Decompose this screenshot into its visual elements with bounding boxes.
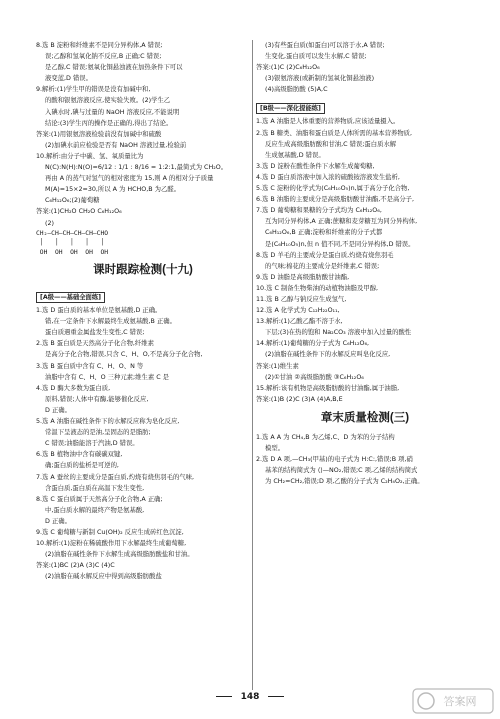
text-line: 8.选 C 蛋白质属于天然高分子化合物,A 正确; xyxy=(36,495,163,503)
left-column xyxy=(36,40,250,690)
footer-dash-right xyxy=(268,696,284,697)
right-column xyxy=(256,40,474,690)
footer-dash-left xyxy=(216,696,232,697)
text-line: (3)银氨溶液(或新制的氢氧化铜悬浊液) xyxy=(265,75,375,83)
text-line: 模型。 xyxy=(265,445,285,452)
text-line: 1.选 A 油脂是人体重要的营养物质,应该适量摄入。 xyxy=(256,118,400,126)
text-line: 错,在一定条件下水解最终生成氨基酸,B 正确。 xyxy=(45,318,176,326)
text-line: (2)油脂在碱水解反应中得到高级脂肪酸盐 xyxy=(45,573,162,581)
section-title-chapter-3: 章末质量检测(三) xyxy=(320,411,410,424)
text-line: 9.选 C 葡萄糖与新制 Cu(OH)₂ 反应生成砖红色沉淀, xyxy=(36,528,184,536)
text-line: 确;蛋白质的盐析是可逆的, xyxy=(45,462,119,470)
text-line: D 正确。 xyxy=(45,406,71,414)
text-line: 2.选 B 蛋白质是天然高分子化合物,纤维素 xyxy=(36,340,154,348)
text-line: (2)加碘水前应检验是否有 NaOH 溶液过量,检验前 xyxy=(45,141,187,149)
text-line: 油脂中含有 C、H、O 三种元素;维生素 C 是 xyxy=(45,373,169,381)
text-line: 原料,错误;人体中有酶,能够催化反应, xyxy=(45,395,149,403)
text-line: 结论:(3)学生丙的操作是正确的,得出了结论。 xyxy=(45,119,173,127)
text-line: (2) xyxy=(45,219,54,227)
text-line: 15.解析:该有机物是高级脂肪酸的甘油酯,属于油脂, xyxy=(256,384,400,392)
grade-b-label: [B级——深化提能练] xyxy=(256,103,325,114)
grade-a-label: [A级——基础全面练] xyxy=(36,292,105,303)
text-line: 是(C₆H₁₀O₅)n,但 n 值不同,不是同分异构体,D 错误。 xyxy=(265,240,415,248)
text-line: 3.选 B 蛋白质中含有 C、H、O、N 等 xyxy=(36,362,144,370)
left-bottom-block xyxy=(36,305,250,582)
text-line: 6.选 B 植物油中含有碳碳双键, xyxy=(36,451,123,459)
text-line: 是高分子化合物,错误,只含 C、H、O,不是高分子化合物, xyxy=(45,351,203,359)
text-line: (2)①甘油 ②高级脂肪酸 ③C₆H₁₂O₆ xyxy=(265,373,364,381)
text-line: 9.解析:(1)学生甲的错误是没有加碱中和, xyxy=(36,86,151,94)
text-line: 的气味;棉花的主要成分是纤维素,C 错误; xyxy=(265,262,380,270)
text-line: 误;乙醇和氢氧化钠不反应,B 正确;C 错误; xyxy=(45,53,162,61)
text-line: 生变化,蛋白质可以发生水解,C 错误; xyxy=(265,53,367,61)
text-line: 中,蛋白质水解的最终产物是氨基酸, xyxy=(45,506,145,514)
text-line: C 错误;油脂能溶于汽油,D 错误。 xyxy=(45,440,139,448)
text-line: 7.选 D 葡萄糖和果糖的分子式均为 C₆H₁₂O₆, xyxy=(256,207,382,215)
column-divider xyxy=(252,40,253,690)
text-line: 1.选 A A 为 CH₄,B 为乙烯,C、D 为苯的分子结构 xyxy=(256,433,395,441)
section-title-19: 课时跟踪检测(十九) xyxy=(93,264,193,277)
text-line: 4.选 D 蛋白质溶液中加入浓的硫酸铵溶液发生盐析, xyxy=(256,173,400,181)
watermark-stamp xyxy=(412,687,494,715)
text-line: 14.解析:(1)葡萄糖的分子式为 C₆H₁₂O₆, xyxy=(256,340,370,348)
text-line: 10.解析:(1)淀粉在稀硫酸作用下水解最终生成葡萄糖, xyxy=(36,540,187,548)
text-line: (2)油脂在碱性条件下的水解反应叫皂化反应, xyxy=(265,351,391,359)
text-line: 下层;(3)在热的饱和 Na₂CO₃ 溶液中加入过量的酸性 xyxy=(265,329,412,337)
text-line: 10.解析:由分子中碳、氢、氧质量比为 xyxy=(36,152,144,160)
text-line: 反应生成高级脂肪酸和甘油,C 错误;蛋白质水解 xyxy=(265,140,397,148)
text-line: 5.选 A 油脂在碱性条件下的水解反应称为皂化反应, xyxy=(36,418,180,426)
text-line: 答案:(1)B (2)C (3)A (4)A,B,E xyxy=(256,395,343,403)
text-line: 再由 A 的蒸气对氢气的相对密度为 15,则 A 的相对分子质量 xyxy=(45,175,214,183)
right-bottom-block xyxy=(256,432,474,487)
text-line: 为 CH₂=CH₂,错误;D 项,乙酸的分子式为 C₂H₄O₂,正确。 xyxy=(265,478,424,486)
right-top-block xyxy=(256,40,474,95)
text-line: 的酸和银氨溶液反应,使实验失败。(2)学生乙 xyxy=(45,97,171,105)
right-mid-block xyxy=(256,116,474,404)
text-line: 答案:(1)CH₂O CH₂O C₆H₁₂O₆ xyxy=(36,208,122,216)
text-line: 答案:(1)用银氨溶液检验前没有加碱中和硫酸 xyxy=(36,130,162,138)
glucose-structural-formula: CH₂—CH—CH—CH—CH—CHO │ │ │ │ │ OH OH OH OH OH xyxy=(36,229,109,256)
text-line: 10.选 C 制备生物柴油的动植物油脂及甲醇, xyxy=(256,284,379,292)
text-line: (3)有些蛋白质(如蛋白)可以溶于水,A 错误; xyxy=(265,42,385,49)
text-line: 答案:(1)维生素 xyxy=(256,362,299,370)
text-line: 4.选 D 酶大多数为蛋白质, xyxy=(36,384,111,392)
svg-text:答案网: 答案网 xyxy=(443,695,477,708)
text-line: C₆H₁₂O₆;(2)葡萄糖 xyxy=(45,197,100,205)
text-line: 1.选 D 蛋白质的基本单位是氨基酸,D 正确。 xyxy=(36,307,162,315)
text-line: 11.选 B 乙醇与钠反应生成氢气, xyxy=(256,295,347,303)
text-line: 生成氨基酸,D 错误。 xyxy=(265,151,325,159)
text-line: 3.选 D 淀粉在酸性条件下水解生成葡萄糖, xyxy=(256,162,375,170)
text-line: 互为同分异构体,A 正确;蔗糖和麦芽糖互为同分异构体, xyxy=(265,218,418,226)
left-top-block xyxy=(36,40,250,229)
text-line: 7.选 A 蚕丝的主要成分是蛋白质,灼烧有烧焦羽毛的气味, xyxy=(36,473,195,481)
text-line: 2.选 D A 项,—CH₃(甲基)的电子式为 H:C:,错误;B 项,硝 xyxy=(256,456,413,464)
text-line: C₆H₁₂O₆,B 正确;淀粉和纤维素的分子式都 xyxy=(265,229,383,237)
text-line: (4)高级脂肪酸 (5)A,C xyxy=(265,86,328,94)
text-line: 常温下呈液态的是油,呈固态的是脂肪; xyxy=(45,429,151,437)
text-line: 6.选 B 油脂的主要成分是高级脂肪酸甘油酯,不是高分子, xyxy=(256,196,415,204)
text-line: 是乙醇,C 错误;氨氧化铜悬浊液在加热条件下可以 xyxy=(45,64,183,72)
text-line: 9.选 D 油脂是高级脂肪酸甘油酯, xyxy=(256,273,350,281)
text-line: 入碘水时,碘与过量的 NaOH 溶液反应,不能说明 xyxy=(45,108,180,116)
text-line: N(C):N(H):N(O)=6/12 : 1/1 : 8/16 = 1:2:1,最简式为 CH₂O。 xyxy=(45,164,228,172)
page-number: 148 xyxy=(240,692,260,702)
text-line: 答案:(1)C (2)C₆H₁₂O₆ xyxy=(256,64,320,72)
text-line: 12.选 A 化学式为 C₁₂H₂₂O₁₁, xyxy=(256,307,340,315)
text-line: (2)油脂在碱性条件下水解生成高级脂肪酸盐和甘油。 xyxy=(45,551,194,559)
text-line: 8.选 D 羊毛的主要成分是蛋白质,灼烧有烧焦羽毛 xyxy=(256,251,394,259)
text-line: 2.选 B 糖类、油脂和蛋白质是人体所需的基本营养物质, xyxy=(256,129,413,137)
text-line: 8.选 B 淀粉和纤维素不是同分异构体,A 错误; xyxy=(36,42,163,49)
text-line: 基苯的结构简式为 ⟨⟩—NO₂,错误;C 项,乙烯的结构简式 xyxy=(265,467,418,475)
text-line: M(A)=15×2=30,所以 A 为 HCHO,B 为乙醛。 xyxy=(45,186,181,194)
text-line: 5.选 C 淀粉的化学式为(C₆H₁₀O₅)n,属于高分子化合物, xyxy=(256,185,410,193)
text-line: 含蛋白质,蛋白质在高温下发生变性, xyxy=(45,484,145,492)
text-line: D 正确。 xyxy=(45,517,71,525)
text-line: 液变蓝,D 错误。 xyxy=(45,75,92,83)
text-line: 答案:(1)BC (2)A (3)C (4)C xyxy=(36,562,115,570)
text-line: 13.解析:(1)乙酸乙酯不溶于水, xyxy=(256,318,343,326)
text-line: 蛋白质遇重金属盐发生变性,C 错误; xyxy=(45,329,145,337)
